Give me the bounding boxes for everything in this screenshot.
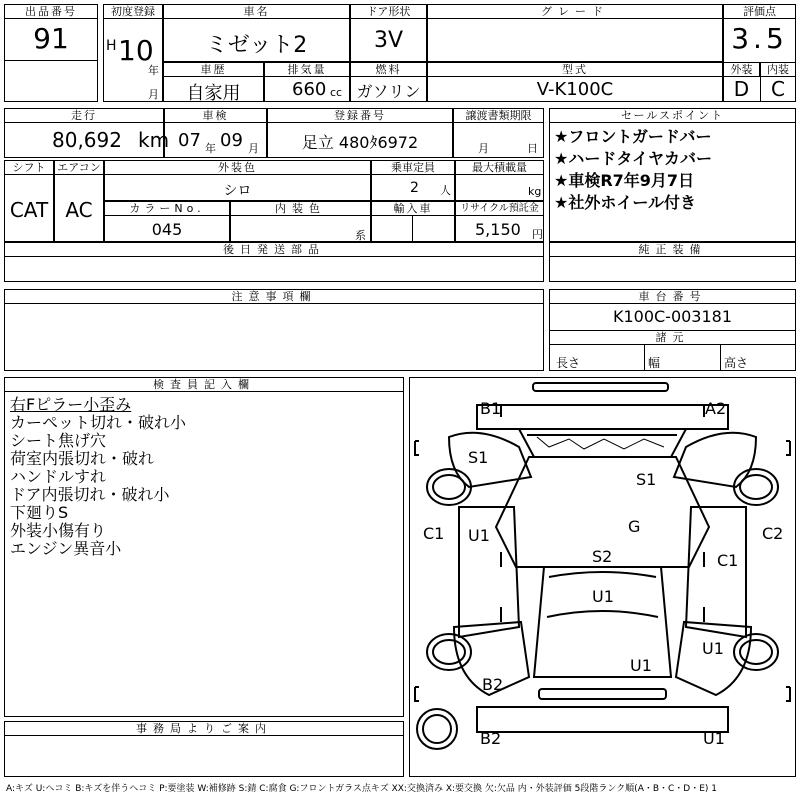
max-load-unit: kg <box>528 185 542 198</box>
spec-width-label: 幅 <box>648 356 661 370</box>
int-color-header: 内装色 <box>230 201 371 216</box>
score-value: 3.5 <box>731 22 788 55</box>
reg-no-value: 足立 480ﾀ6972 <box>301 133 419 152</box>
sales-point-list <box>554 126 712 214</box>
model-value: V-K100C <box>536 79 614 100</box>
mileage-header: 走行 <box>4 108 164 123</box>
recycle-header: リサイクル預託金 <box>455 201 544 216</box>
car-damage-diagram <box>409 377 796 777</box>
damage-s1-left: S1 <box>468 448 489 467</box>
later-parts-header: 後日発送部品 <box>4 242 544 257</box>
damage-u1-bottom: U1 <box>703 729 725 748</box>
transfer-month-unit: 月 <box>478 142 489 155</box>
lot-header: 出品番号 <box>4 4 98 19</box>
year-unit: 年 <box>148 64 159 77</box>
legend: A:キズ U:ヘコミ B:キズを伴うヘコミ P:要塗装 W:補修跡 S:錆 C:腐食 G:フロントガラス点キズ XX:交換済み X:要交換 欠:欠品 内・外装評価 5段階ランク順(A・B・C・D・E) 1 <box>6 784 718 794</box>
displacement-header: 排気量 <box>264 62 350 77</box>
chassis-header: 車台番号 <box>549 289 796 304</box>
grade-header: グレード <box>427 4 723 19</box>
note-item: 右Fピラー小歪み <box>10 395 132 414</box>
damage-u1-lower: U1 <box>630 656 652 675</box>
score-header: 評価点 <box>723 4 796 19</box>
inspector-notes <box>10 396 186 558</box>
damage-u1-left: U1 <box>468 526 490 545</box>
damage-u1-center: U1 <box>592 587 614 606</box>
aircon-header: エアコン <box>54 160 104 175</box>
reg-no-header: 登録番号 <box>267 108 453 123</box>
damage-s2: S2 <box>592 547 613 566</box>
color-no-value: 045 <box>151 220 183 239</box>
damage-c1-left: C1 <box>423 524 445 543</box>
fuel-header: 燃料 <box>350 62 427 77</box>
note-item: ハンドルすれ <box>10 467 107 486</box>
note-item: 外装小傷有り <box>10 521 107 540</box>
exterior-grade: D <box>733 77 750 101</box>
inspector-header: 検査員記入欄 <box>4 377 404 392</box>
inspection-year: 07 <box>178 130 201 151</box>
first-reg-header: 初度登録 <box>103 4 163 19</box>
era: H <box>106 38 117 54</box>
shift-value: CAT <box>9 198 49 222</box>
note-item: シート焦げ穴 <box>10 431 107 450</box>
note-item: 下廻りS <box>10 503 69 522</box>
damage-c1-right: C1 <box>717 551 739 570</box>
transfer-header: 譲渡書類期限 <box>453 108 544 123</box>
capacity-unit: 人 <box>440 184 451 197</box>
color-no-header: カラーNo. <box>104 201 230 216</box>
sales-point-header: セールスポイント <box>549 108 796 123</box>
inspection-header: 車検 <box>164 108 267 123</box>
interior-grade: C <box>771 77 785 101</box>
model-header: 型式 <box>427 62 723 77</box>
sales-point-item: ★フロントガードバー <box>554 127 712 146</box>
car-name: ミゼット2 <box>205 33 308 58</box>
color-value: シロ <box>223 183 252 199</box>
inspection-month: 09 <box>220 130 243 151</box>
transfer-day-unit: 日 <box>527 142 538 155</box>
damage-s1-center: S1 <box>636 470 657 489</box>
lot-divider <box>4 60 98 61</box>
sales-point-item: ★ハードタイヤカバー <box>554 149 713 168</box>
damage-b2-bottom: B2 <box>480 729 502 748</box>
office-header: 事務局よりご案内 <box>4 721 404 736</box>
door-type: 3V <box>373 28 404 53</box>
import-header: 輸入車 <box>371 201 455 216</box>
lot-number: 91 <box>33 22 69 55</box>
history-value: 自家用 <box>186 83 241 104</box>
note-item: ドア内張切れ・破れ小 <box>10 485 170 504</box>
recycle-unit: 円 <box>532 228 543 241</box>
recycle-value: 5,150 <box>475 220 521 239</box>
first-reg-year: 10 <box>118 34 154 67</box>
note-item: カーペット切れ・破れ小 <box>10 413 187 432</box>
note-item: 荷室内張切れ・破れ <box>10 449 155 468</box>
damage-c2: C2 <box>762 524 784 543</box>
inspection-month-unit: 月 <box>248 142 259 155</box>
damage-u1-right: U1 <box>702 639 724 658</box>
fuel-value: ガソリン <box>356 82 421 101</box>
capacity-header: 乗車定員 <box>371 160 455 175</box>
specs-header: 諸元 <box>549 330 796 345</box>
spec-divider-2 <box>720 344 721 371</box>
capacity-value: 2 <box>410 180 419 196</box>
spec-length-label: 長さ <box>556 356 581 370</box>
door-header: ドア形状 <box>350 4 427 19</box>
damage-g: G <box>628 517 641 536</box>
displacement-value: 660 <box>292 79 327 100</box>
note-item: エンジン異音小 <box>10 539 122 558</box>
spec-height-label: 高さ <box>724 356 749 370</box>
aircon-value: AC <box>65 198 93 222</box>
sales-point-item: ★社外ホイール付き <box>554 193 697 212</box>
inspection-year-unit: 年 <box>205 142 216 155</box>
import-divider <box>412 215 413 242</box>
car-name-header: 車名 <box>163 4 350 19</box>
sales-point-item: ★車検R7年9月7日 <box>554 171 695 190</box>
month-unit: 月 <box>148 88 159 101</box>
history-header: 車歴 <box>163 62 264 77</box>
color-header: 外装色 <box>104 160 371 175</box>
int-color-unit: 系 <box>355 229 366 242</box>
mileage-unit: km <box>138 128 170 152</box>
chassis-number: K100C-003181 <box>612 307 733 326</box>
genuine-header: 純正装備 <box>549 242 796 257</box>
damage-b2: B2 <box>482 675 504 694</box>
mileage-value: 80,692 <box>52 128 122 152</box>
spec-divider-1 <box>644 344 645 371</box>
damage-a2: A2 <box>705 399 727 418</box>
displacement-unit: cc <box>330 86 343 99</box>
damage-b1: B1 <box>480 399 502 418</box>
interior-header: 内装 <box>760 62 796 77</box>
exterior-header: 外装 <box>723 62 760 77</box>
shift-header: シフト <box>4 160 54 175</box>
max-load-header: 最大積載量 <box>455 160 544 175</box>
caution-header: 注意事項欄 <box>4 289 544 304</box>
